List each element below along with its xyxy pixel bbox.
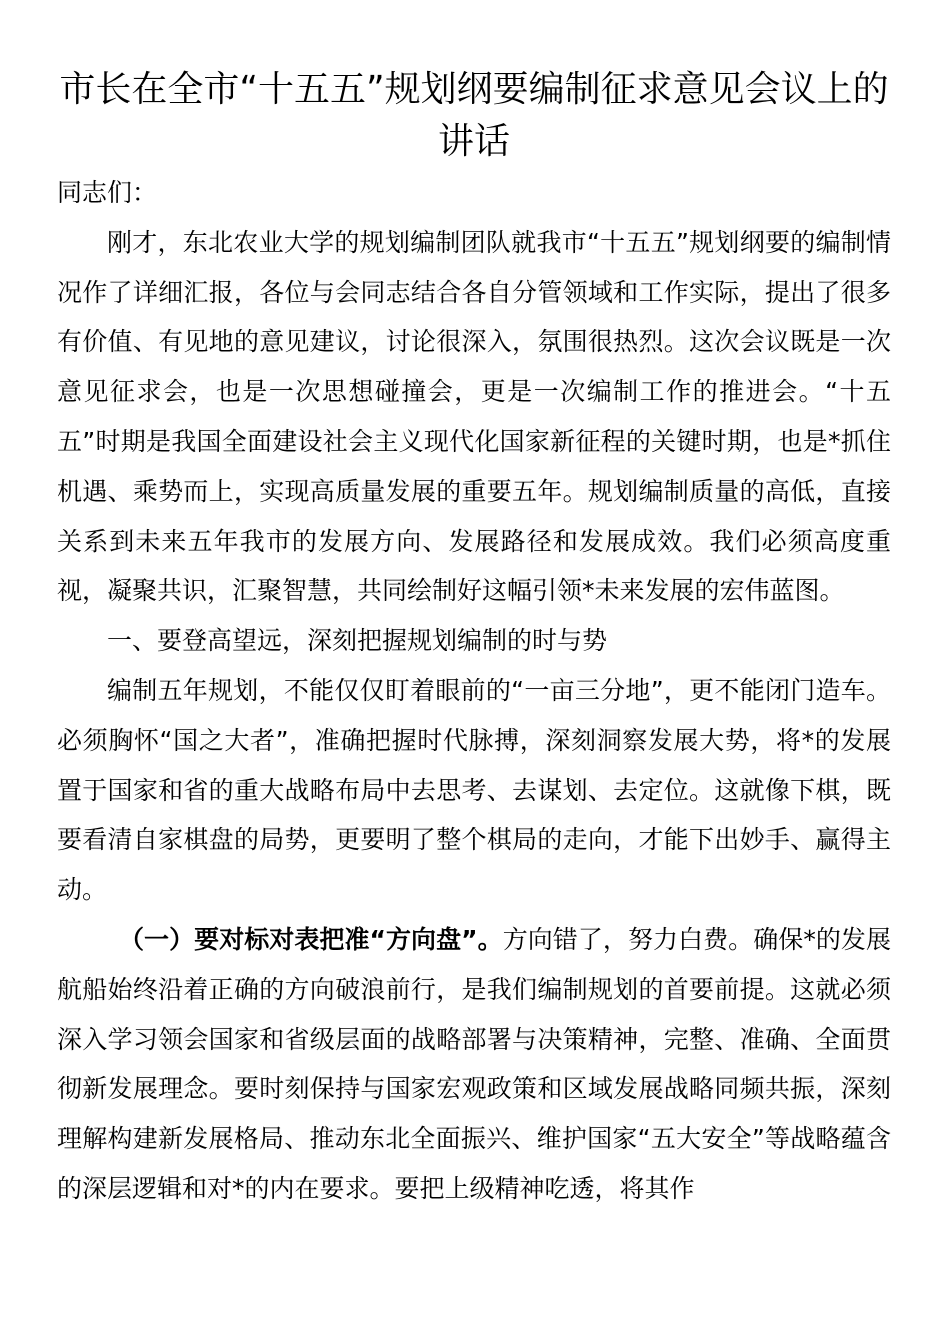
section-heading: 一、要登高望远，深刻把握规划编制的时与势 — [107, 626, 608, 656]
opening-paragraph: 刚才，东北农业大学的规划编制团队就我市“十五五”规划纲要的编制情况作了详细汇报，各位与会同志结合各自分管领域和工作实际，提出了很多有价值、有见地的意见建议，讨论很深入，氛围很热烈。这次会议既是一次意见征求会，也是一次思想碰撞会，更是一次编制工作的推进会。“十五五”时期是我国全面建设社会主义现代化国家新征程的关键时期，也是*抓住机遇、乘势而上，实现高质量发展的重要五年。规划编制质量的高低，直接关系到未来五年我市的发展方向、发展路径和发展成效。我们必须高度重视，凝聚共识，汇聚智慧，共同绘制好这幅引领*未来发展的宏伟蓝图。 — [57, 227, 891, 606]
salutation: 同志们： — [57, 178, 158, 207]
section-intro-paragraph: 编制五年规划，不能仅仅盯着眼前的“一亩三分地”，更不能闭门造车。必须胸怀“国之大者”，准确把握时代脉搏，深刻洞察发展大势，将*的发展置于国家和省的重大战略布局中去思考、去谋划、去定位。这就像下棋，既要看清自家棋盘的局势，更要明了整个棋局的走向，才能下出妙手、赢得主动。 — [57, 675, 891, 905]
subsection-paragraph — [57, 915, 891, 1214]
document-title: 市长在全市“十五五”规划纲要编制征求意见会议上的讲话 — [59, 69, 889, 162]
subsection-body: 方向错了，努力白费。确保*的发展航船始终沿着正确的方向破浪前行，是我们编制规划的首要前提。这就必须深入学习领会国家和省级层面的战略部署与决策精神，完整、准确、全面贯彻新发展理念。要时刻保持与国家宏观政策和区域发展战略同频共振，深刻理解构建新发展格局、推动东北全面振兴、维护国家“五大安全”等战略蕴含的深层逻辑和对*的内在要求。要把上级精神吃透，将其作 — [57, 924, 891, 1203]
document-page — [57, 64, 891, 1214]
subsection-heading: （一）要对标对表把准“方向盘”。 — [119, 924, 503, 954]
